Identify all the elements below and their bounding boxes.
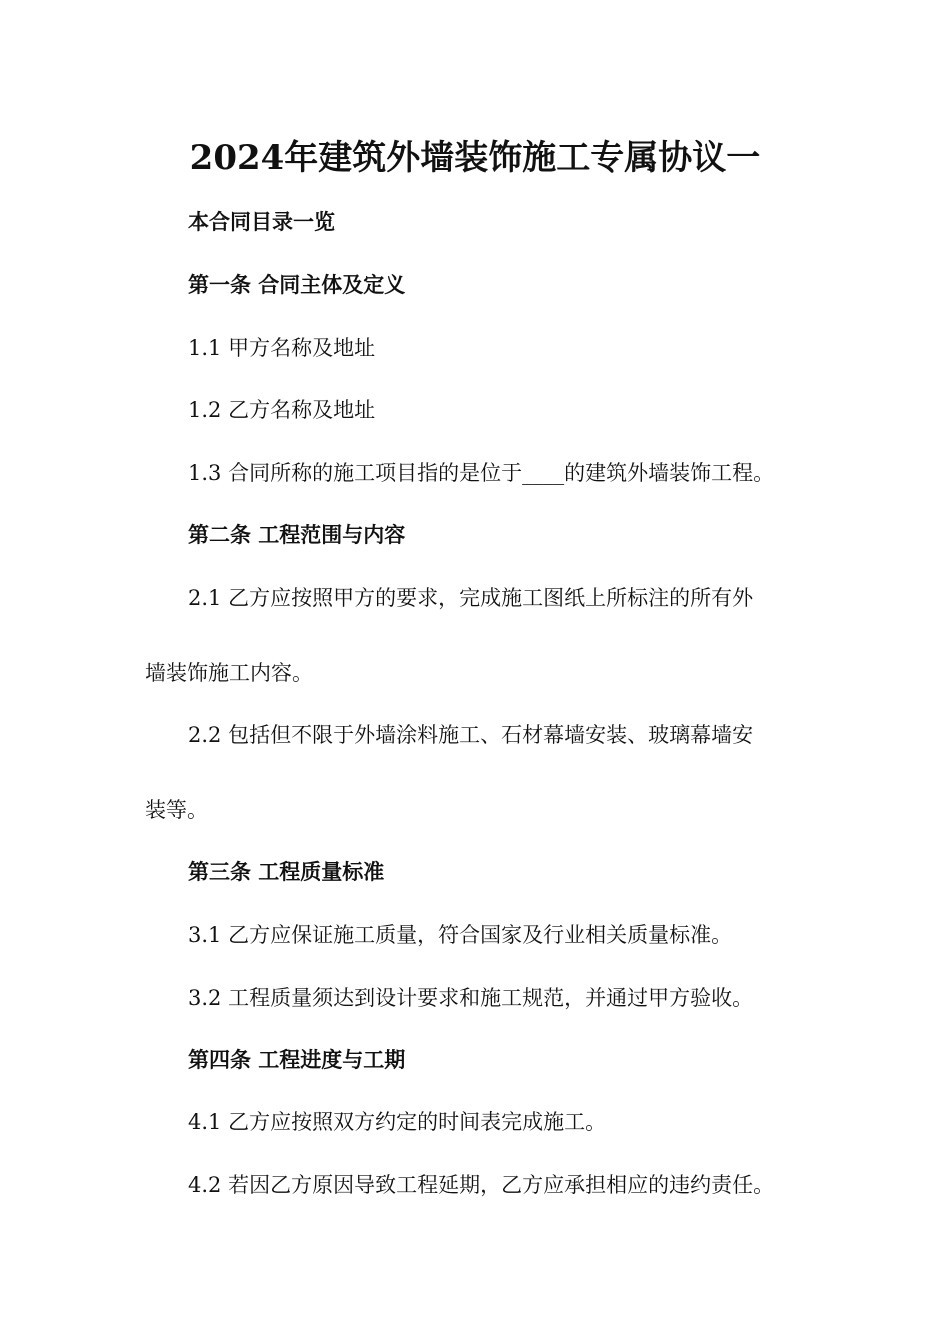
clause-1-2: 1.2 乙方名称及地址 xyxy=(188,398,376,422)
clause-4-1: 4.1 乙方应按照双方约定的时间表完成施工。 xyxy=(188,1110,607,1134)
clause-3-1: 3.1 乙方应保证施工质量，符合国家及行业相关质量标准。 xyxy=(188,923,733,947)
section-heading-4: 第四条 工程进度与工期 xyxy=(188,1047,406,1072)
clause-2-2: 2.2 包括但不限于外墙涂料施工、石材幕墙安装、玻璃幕墙安 xyxy=(188,723,754,747)
section-heading-2: 第二条 工程范围与内容 xyxy=(188,522,406,547)
document-title: 2024年建筑外墙装饰施工专属协议一 xyxy=(189,138,761,178)
clause-4-2: 4.2 若因乙方原因导致工程延期，乙方应承担相应的违约责任。 xyxy=(188,1173,775,1197)
section-heading-3: 第三条 工程质量标准 xyxy=(188,859,385,884)
clause-2-2-continued: 装等。 xyxy=(145,798,208,822)
clause-3-2: 3.2 工程质量须达到设计要求和施工规范，并通过甲方验收。 xyxy=(188,986,754,1010)
toc-heading: 本合同目录一览 xyxy=(188,209,335,234)
clause-1-3: 1.3 合同所称的施工项目指的是位于____的建筑外墙装饰工程。 xyxy=(188,461,775,485)
clause-2-1: 2.1 乙方应按照甲方的要求，完成施工图纸上所标注的所有外 xyxy=(188,586,754,610)
clause-1-1: 1.1 甲方名称及地址 xyxy=(188,336,376,360)
section-heading-1: 第一条 合同主体及定义 xyxy=(188,272,406,297)
clause-2-1-continued: 墙装饰施工内容。 xyxy=(145,661,313,685)
